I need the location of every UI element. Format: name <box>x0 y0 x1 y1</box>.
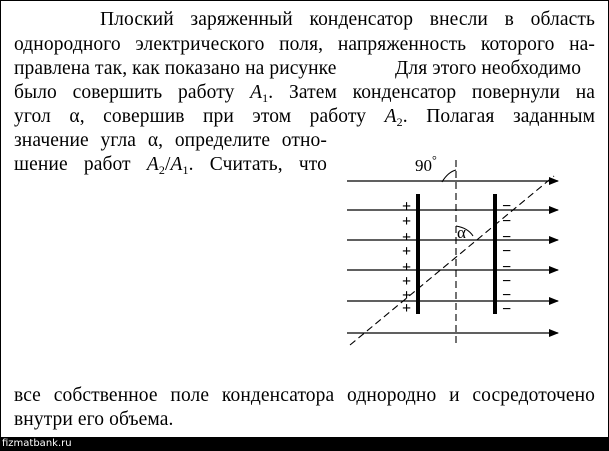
text-line-7: шение работ $A_2/A_1$. Считать, что <box>14 154 327 177</box>
text-line-9: внутри его объема. <box>14 409 174 430</box>
text-line-5: угол α, совершив при этом работу $A_2$. Полагая заданным <box>14 106 596 129</box>
minus-sign: − <box>502 198 512 215</box>
minus-sign: − <box>502 259 512 276</box>
footer-site-label: fizmatbank.ru <box>2 438 72 449</box>
plus-sign: + <box>402 213 412 230</box>
minus-sign: − <box>502 213 512 230</box>
plus-sign: + <box>402 229 412 246</box>
plus-signs <box>402 198 411 317</box>
angle-90-arc <box>442 170 456 182</box>
minus-signs <box>502 198 511 318</box>
minus-sign: − <box>502 229 512 246</box>
plus-sign: + <box>402 243 412 260</box>
text-line-2: однородного электрического поля, напряженность которого на- <box>14 34 595 55</box>
minus-sign: − <box>502 243 512 260</box>
left-plate <box>416 194 420 314</box>
minus-sign: − <box>502 287 512 304</box>
plus-sign: + <box>402 273 412 290</box>
text-line-6: значение угла α, определите отно- <box>14 130 328 151</box>
minus-sign: − <box>502 273 512 290</box>
plus-sign: + <box>402 259 412 276</box>
plus-sign: + <box>402 287 412 304</box>
angle-90-label: 90° <box>415 153 437 175</box>
text-line-1: Плоский заряженный конденсатор внесли в область <box>100 9 595 30</box>
field-lines <box>347 181 558 333</box>
capacitor-figure <box>343 150 565 350</box>
text-line-4: было совершить работу $A_1$. Затем конденсатор повернули на <box>14 82 595 105</box>
plus-sign: + <box>402 300 412 317</box>
right-plate <box>493 194 497 314</box>
alpha-label: α <box>457 223 466 242</box>
text-line-8: все собственное поле конденсатора однородно и сосредоточено <box>14 385 595 406</box>
diagonal-dashed-line <box>350 176 554 345</box>
minus-sign: − <box>502 301 512 318</box>
plus-sign: + <box>402 198 412 215</box>
footer-bar <box>0 437 609 451</box>
text-line-3: правлена так, как показано на рисунке Для этого необходимо <box>14 58 582 79</box>
